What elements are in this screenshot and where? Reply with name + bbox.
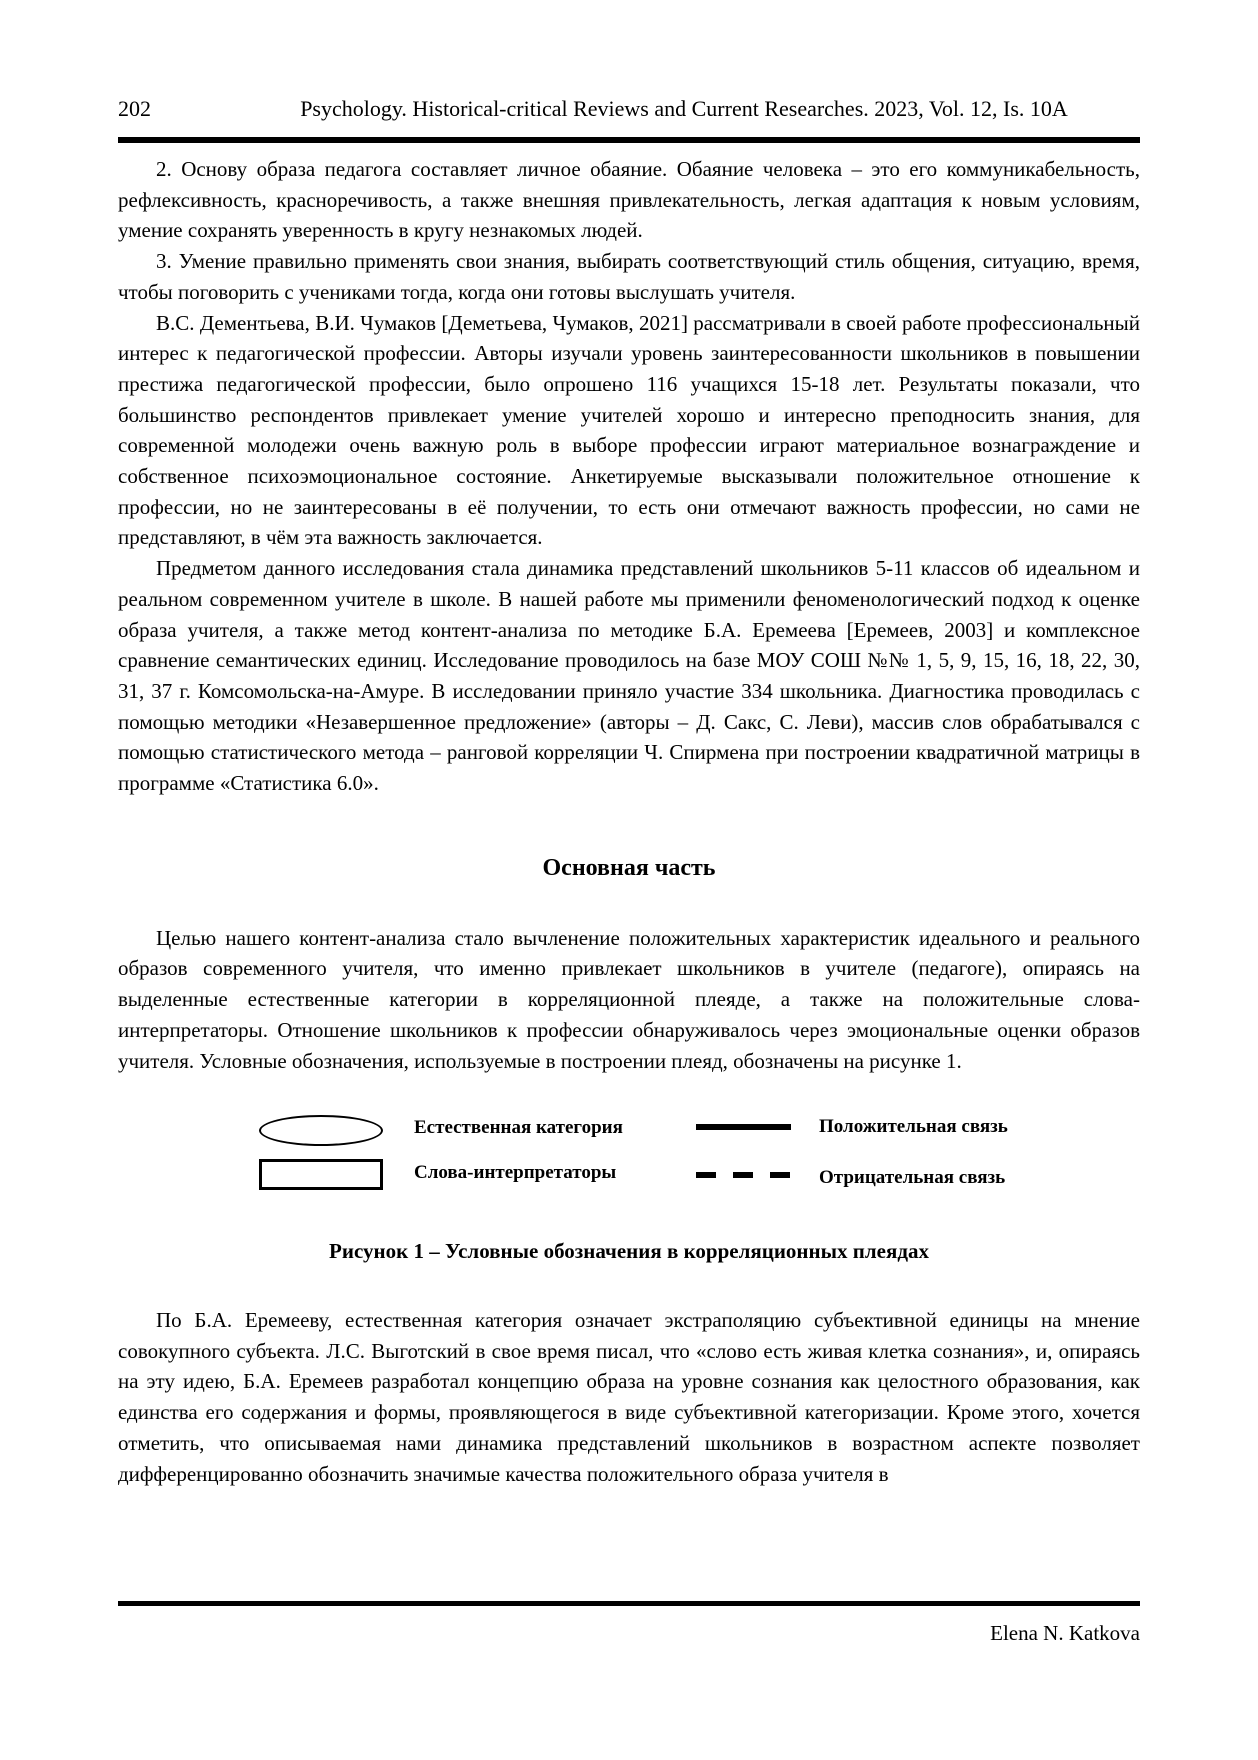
rectangle-symbol	[259, 1159, 383, 1190]
author-name: Elena N. Katkova	[990, 1621, 1140, 1645]
page-footer	[118, 1601, 1140, 1646]
dashed-line-symbol	[696, 1172, 790, 1178]
paragraph: 3. Умение правильно применять свои знания, выбирать соответствующий стиль общения, ситуацию, время, чтобы поговорить с учениками тогда, когда они готовы выслушать учителя.	[118, 249, 1140, 304]
footer-rule	[118, 1601, 1140, 1606]
legend-label-negative-link: Отрицательная связь	[819, 1167, 1006, 1189]
page-number: 202	[118, 96, 151, 121]
paragraph: 2. Основу образа педагога составляет личное обаяние. Обаяние человека – это его коммуникабельность, рефлексивность, красноречивость, а также внешняя привлекательность, легкая адаптация к новым условиям, умение сохранять уверенность в кругу незнакомых людей.	[118, 157, 1140, 243]
page-header	[118, 96, 1140, 143]
solid-line-symbol	[696, 1124, 791, 1130]
paragraph: В.С. Дементьева, В.И. Чумаков [Деметьева, Чумаков, 2021] рассматривали в своей работе профессиональный интерес к педагогической профессии. Авторы изучали уровень заинтересованности школьников в повышении престижа педагогической профессии, было опрошено 116 учащихся 15-18 лет. Результаты показали, что большинство респондентов привлекает умение учителей хорошо и интересно преподносить знания, для современной молодежи очень важную роль в выборе профессии играют материальное вознаграждение и собственное психоэмоциональное состояние. Анкетируемые высказывали положительное отношение к профессии, но не заинтересованы в её получении, то есть они отмечают важность профессии, но сами не представляют, в чём эта важность заключается.	[118, 310, 1140, 550]
page-body	[118, 154, 1140, 1489]
figure-caption: Рисунок 1 – Условные обозначения в корреляционных плеядах	[329, 1239, 929, 1264]
section-heading: Основная часть	[542, 854, 716, 881]
ellipse-symbol	[259, 1115, 383, 1146]
figure-legend	[118, 1112, 1140, 1202]
legend-label-natural-category: Естественная категория	[414, 1117, 623, 1139]
legend-label-interpreter-words: Слова-интерпретаторы	[414, 1162, 617, 1184]
paragraph: Предметом данного исследования стала динамика представлений школьников 5-11 классов об идеальном и реальном современном учителе в школе. В нашей работе мы применили феноменологический подход к оценке образа учителя, а также метод контент-анализа по методике Б.А. Еремеева [Еремеев, 2003] и комплексное сравнение семантических единиц. Исследование проводилось на базе МОУ СОШ №№ 1, 5, 9, 15, 16, 18, 22, 30, 31, 37 г. Комсомольска-на-Амуре. В исследовании приняло участие 334 школьника. Диагностика проводилась с помощью методики «Незавершенное предложение» (авторы – Д. Сакс, С. Леви), массив слов обрабатывался с помощью статистического метода – ранговой корреляции Ч. Спирмена при построении квадратичной матрицы в программе «Статистика 6.0».	[118, 556, 1140, 796]
journal-title: Psychology. Historical-critical Reviews and Current Researches. 2023, Vol. 12, Is. 10A	[300, 96, 1068, 121]
paragraph: Целью нашего контент-анализа стало вычленение положительных характеристик идеального и реального образов современного учителя, что именно привлекает школьников в учителе (педагоге), опираясь на выделенные естественные категории в корреляционной плеяде, а также на положительные слова-интерпретаторы. Отношение школьников к профессии обнаруживалось через эмоциональные оценки образов учителя. Условные обозначения, используемые в построении плеяд, обозначены на рисунке 1.	[118, 925, 1140, 1073]
legend-label-positive-link: Положительная связь	[819, 1116, 1008, 1138]
paragraph: По Б.А. Еремееву, естественная категория означает экстраполяцию субъективной единицы на мнение совокупного субъекта. Л.С. Выготский в свое время писал, что «слово есть живая клетка сознания», и, опираясь на эту идею, Б.А. Еремеев разработал концепцию образа на уровне сознания как целостного образования, как единства его содержания и формы, проявляющегося в виде субъективной категоризации. Кроме этого, хочется отметить, что описываемая нами динамика представлений школьников в возрастном аспекте позволяет дифференцированно обозначить значимые качества положительного образа учителя в	[118, 1307, 1140, 1486]
